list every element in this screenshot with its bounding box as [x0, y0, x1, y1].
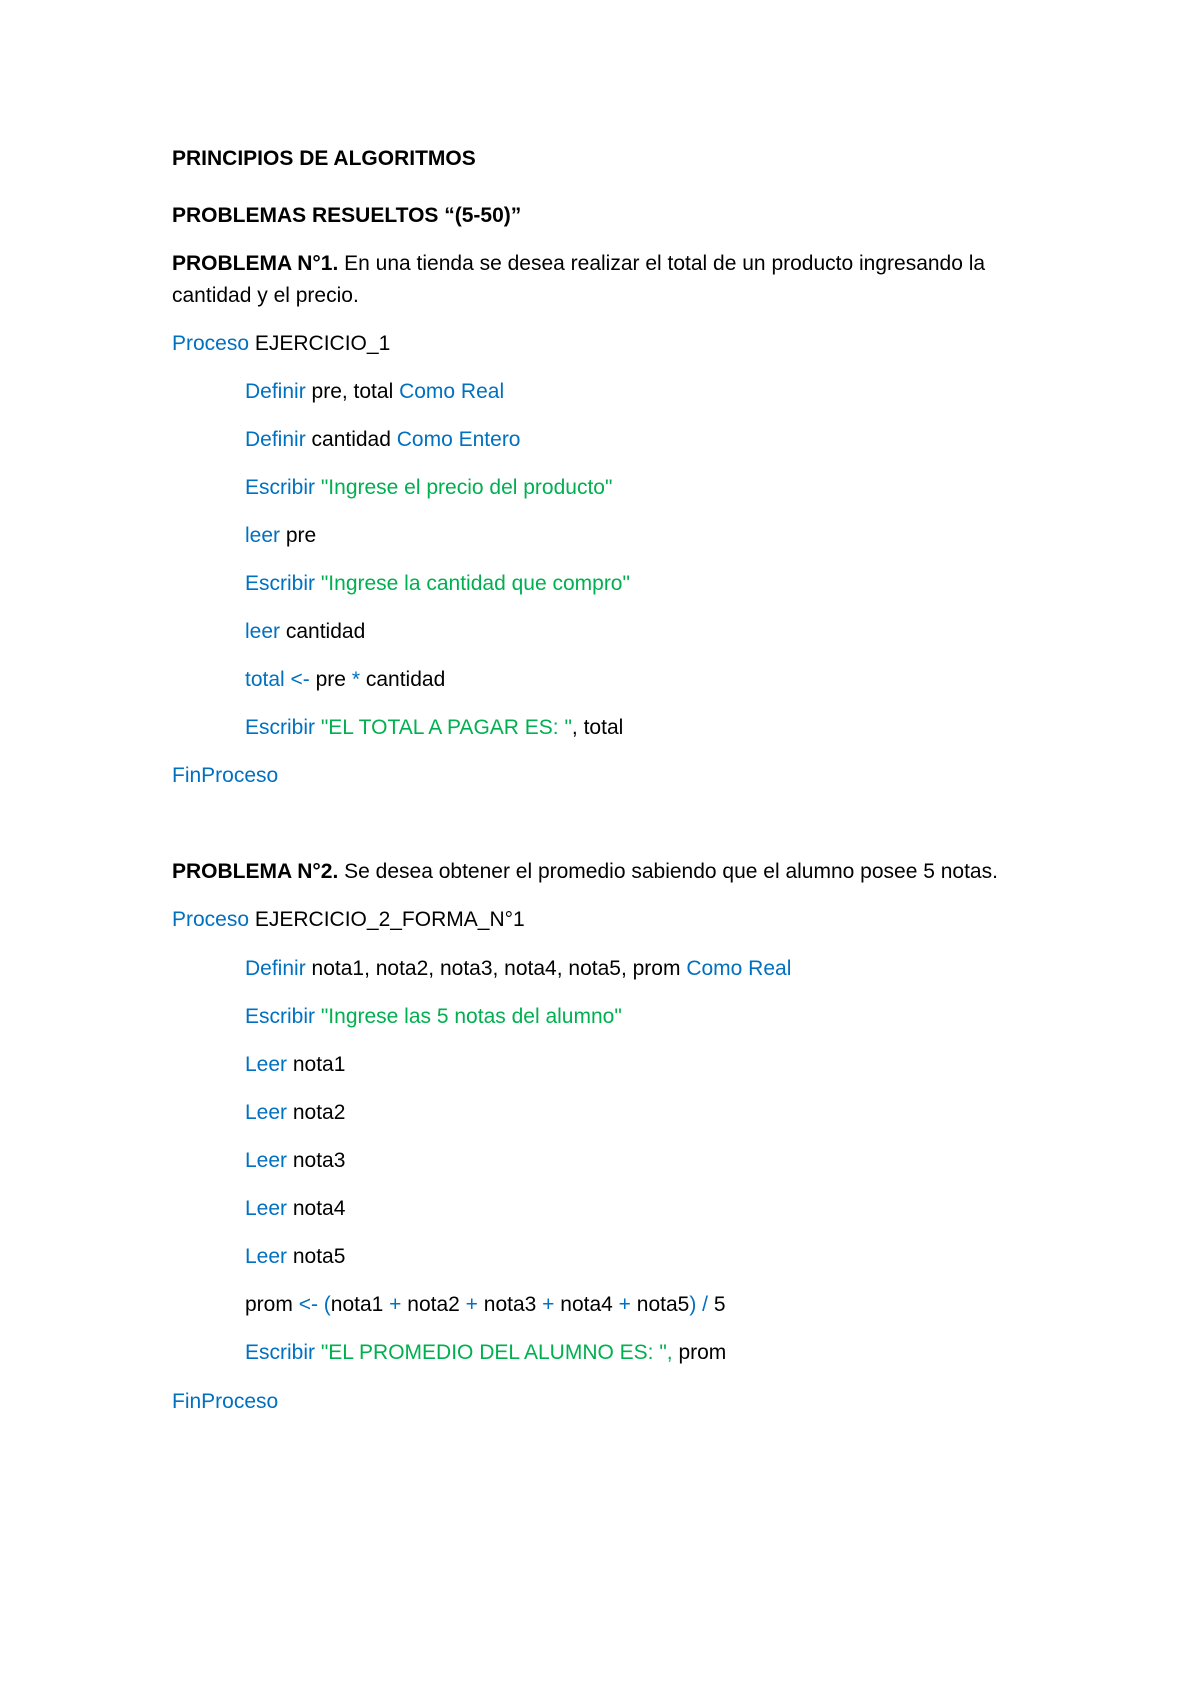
keyword: Proceso [172, 332, 250, 355]
keyword: Escribir [245, 476, 316, 499]
p2-code-line-4 [245, 1099, 345, 1127]
keyword: Escribir [245, 572, 316, 595]
code-text: pre [309, 668, 352, 691]
keyword: Como Real [686, 957, 792, 980]
code-text: cantidad [360, 668, 446, 691]
keyword: Definir [245, 380, 306, 403]
keyword: Proceso [172, 908, 250, 931]
keyword: Escribir [245, 1005, 316, 1028]
code-text: 5 [708, 1293, 726, 1316]
problem-1-statement [172, 248, 1042, 312]
keyword: ) / [689, 1293, 708, 1316]
keyword: + [542, 1293, 555, 1316]
p1-code-line-2 [245, 426, 521, 454]
p2-code-line-5 [245, 1147, 345, 1175]
keyword: <- ( [298, 1293, 331, 1316]
code-text: nota1 [287, 1053, 346, 1076]
code-text: cantidad [305, 428, 397, 451]
p1-code-line-8 [245, 714, 623, 742]
keyword: Leer [245, 1053, 288, 1076]
keyword: + [389, 1293, 402, 1316]
p2-code-line-6 [245, 1195, 345, 1223]
keyword: FinProceso [172, 1390, 279, 1413]
keyword: Definir [245, 428, 306, 451]
p2-code-line-9 [245, 1339, 726, 1367]
string-literal: "Ingrese la cantidad que compro" [315, 572, 630, 595]
keyword: Definir [245, 957, 306, 980]
code-text: pre, total [305, 380, 400, 403]
p1-proceso-line [172, 330, 390, 358]
p1-code-line-5 [245, 570, 630, 598]
keyword: * [351, 668, 361, 691]
code-text: , total [571, 716, 624, 739]
keyword: FinProceso [172, 764, 279, 787]
code-text: nota3 [287, 1149, 346, 1172]
p2-code-line-8 [245, 1291, 726, 1319]
problem-2-heading: PROBLEMA N°2. [172, 860, 339, 883]
code-text: nota1, nota2, nota3, nota4, nota5, prom [305, 957, 687, 980]
keyword: leer [245, 620, 281, 643]
keyword: Escribir [245, 1341, 316, 1364]
problem-1-text: En una tienda se desea realizar el total de un producto ingresando la cantidad y el precio. [172, 252, 986, 307]
code-text: nota2 [287, 1101, 346, 1124]
keyword: Leer [245, 1245, 288, 1268]
problem-2-text: Se desea obtener el promedio sabiendo que el alumno posee 5 notas. [338, 860, 998, 883]
keyword: Leer [245, 1101, 288, 1124]
document-subtitle: PROBLEMAS RESUELTOS “(5-50)” [172, 204, 522, 227]
code-text: cantidad [280, 620, 366, 643]
p1-code-line-4 [245, 522, 316, 550]
p2-code-line-7 [245, 1243, 345, 1271]
string-literal: "Ingrese las 5 notas del alumno" [315, 1005, 622, 1028]
keyword: Como Entero [396, 428, 521, 451]
code-text: prom [245, 1293, 299, 1316]
p2-code-line-3 [245, 1051, 345, 1079]
document-title: PRINCIPIOS DE ALGORITMOS [172, 147, 476, 170]
process-name: EJERCICIO_2_FORMA_N°1 [249, 908, 525, 931]
keyword: Como Real [399, 380, 505, 403]
p2-code-line-2 [245, 1003, 622, 1031]
keyword: Leer [245, 1149, 288, 1172]
code-text: nota2 [401, 1293, 466, 1316]
code-text: nota4 [554, 1293, 619, 1316]
code-text: nota1 [330, 1293, 390, 1316]
problem-2-statement [172, 856, 1042, 888]
keyword: leer [245, 524, 281, 547]
p2-proceso-line [172, 906, 525, 934]
p1-code-line-7 [245, 666, 445, 694]
keyword: Leer [245, 1197, 288, 1220]
code-text: nota4 [287, 1197, 346, 1220]
string-literal: "EL TOTAL A PAGAR ES: " [315, 716, 572, 739]
code-text: prom [672, 1341, 727, 1364]
p1-code-line-1 [245, 378, 504, 406]
string-literal: "EL PROMEDIO DEL ALUMNO ES: ", [315, 1341, 673, 1364]
keyword: total <- [245, 668, 310, 691]
keyword: + [618, 1293, 631, 1316]
keyword: Escribir [245, 716, 316, 739]
p2-code-line-1 [245, 955, 791, 983]
code-text: nota5 [630, 1293, 690, 1316]
keyword: + [465, 1293, 478, 1316]
process-name: EJERCICIO_1 [249, 332, 391, 355]
p1-code-line-6 [245, 618, 365, 646]
p1-end-line [172, 762, 278, 790]
problem-1-heading: PROBLEMA N°1. [172, 252, 339, 275]
code-text: nota5 [287, 1245, 346, 1268]
string-literal: "Ingrese el precio del producto" [315, 476, 613, 499]
p2-end-line [172, 1388, 278, 1416]
p1-code-line-3 [245, 474, 612, 502]
code-text: pre [280, 524, 317, 547]
code-text: nota3 [477, 1293, 543, 1316]
